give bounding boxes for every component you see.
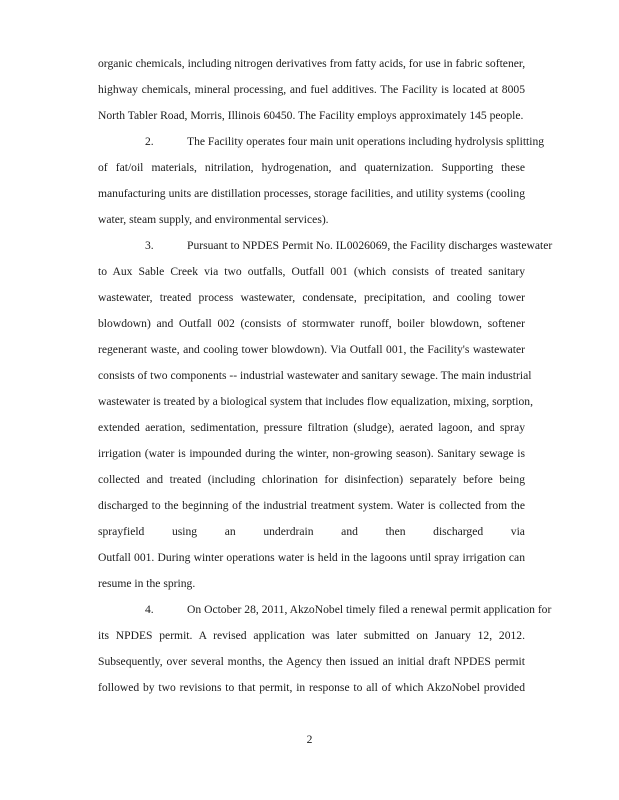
text-line: manufacturing units are distillation processes, storage facilities, and utility systems (cooling	[98, 187, 525, 200]
text-line: its NPDES permit. A revised application was later submitted on January 12, 2012.	[98, 629, 525, 642]
text-line: Pursuant to NPDES Permit No. IL0026069, the Facility discharges wastewater	[187, 239, 553, 252]
word: and	[341, 525, 358, 538]
text-line: organic chemicals, including nitrogen derivatives from fatty acids, for use in fabric softener,	[98, 57, 526, 70]
paragraph-number: 3.	[145, 239, 154, 252]
text-line: of fat/oil materials, nitrilation, hydrogenation, and quaternization. Supporting these	[98, 161, 525, 174]
text-line: blowdown) and Outfall 002 (consists of stormwater runoff, boiler blowdown, softener	[98, 317, 525, 330]
text-line: extended aeration, sedimentation, pressure filtration (sludge), aerated lagoon, and spray	[98, 421, 525, 434]
text-line: to Aux Sable Creek via two outfalls, Outfall 001 (which consists of treated sanitary	[98, 265, 525, 278]
page-number: 2	[306, 733, 313, 746]
text-line: regenerant waste, and cooling tower blowdown). Via Outfall 001, the Facility's wastewater	[98, 343, 525, 356]
spread-text-line	[98, 524, 525, 540]
text-line: highway chemicals, mineral processing, and fuel additives. The Facility is located at 8005	[98, 83, 525, 96]
text-line: Outfall 001. During winter operations water is held in the lagoons until spray irrigation can	[98, 551, 525, 564]
text-line: consists of two components -- industrial wastewater and sanitary sewage. The main industrial	[98, 369, 532, 382]
paragraph-4-first-line	[145, 602, 552, 618]
paragraph-3-first-line	[145, 238, 553, 254]
paragraph-number: 2.	[145, 135, 154, 148]
text-line: The Facility operates four main unit operations including hydrolysis splitting	[187, 135, 545, 148]
word: an	[224, 525, 236, 538]
text-line: North Tabler Road, Morris, Illinois 60450. The Facility employs approximately 145 people.	[98, 109, 524, 122]
text-line: discharged to the beginning of the industrial treatment system. Water is collected from the	[98, 499, 525, 512]
word: using	[171, 525, 198, 538]
word: underdrain	[263, 525, 314, 538]
word: sprayfield	[98, 525, 145, 538]
paragraph-number: 4.	[145, 603, 154, 616]
text-line: resume in the spring.	[98, 577, 196, 590]
text-line: water, steam supply, and environmental services).	[98, 213, 329, 226]
word: then	[385, 525, 406, 538]
text-line: irrigation (water is impounded during the winter, non-growing season). Sanitary sewage is	[98, 447, 525, 460]
text-line: followed by two revisions to that permit, in response to all of which AkzoNobel provided	[98, 681, 525, 694]
text-line: Subsequently, over several months, the Agency then issued an initial draft NPDES permit	[98, 655, 525, 668]
word: via	[510, 525, 525, 538]
text-line: collected and treated (including chlorination for disinfection) separately before being	[98, 473, 525, 486]
text-line: wastewater, treated process wastewater, condensate, precipitation, and cooling tower	[98, 291, 525, 304]
text-line: wastewater is treated by a biological system that includes flow equalization, mixing, sorption,	[98, 395, 533, 408]
word: discharged	[433, 525, 484, 538]
text-line: On October 28, 2011, AkzoNobel timely filed a renewal permit application for	[187, 603, 552, 616]
paragraph-2-first-line	[145, 134, 545, 150]
